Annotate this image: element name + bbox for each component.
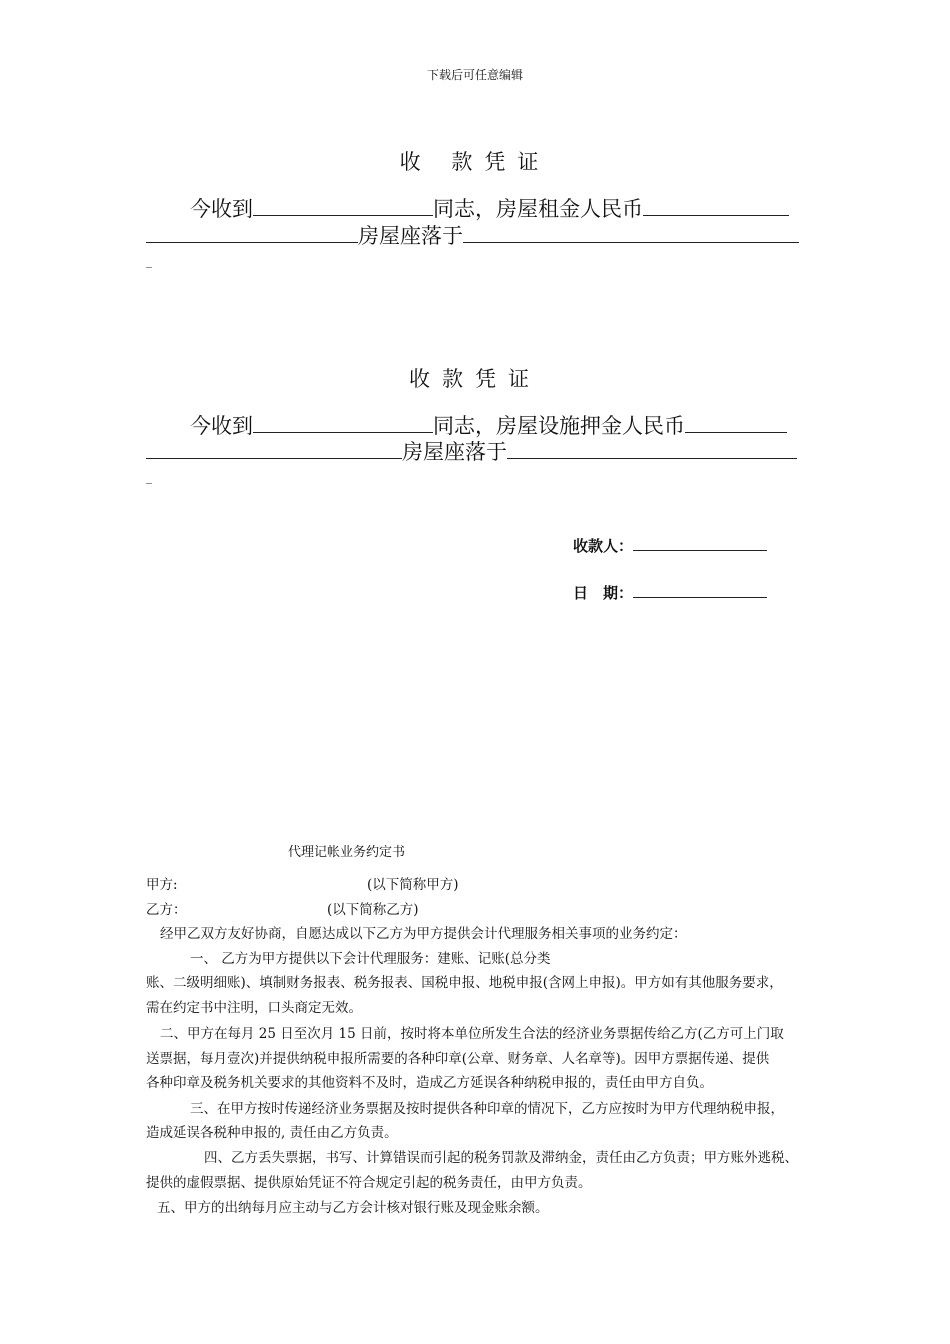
receipt1-line2	[146, 220, 799, 250]
date-blank[interactable]	[633, 583, 767, 598]
party-a-note: (以下简称甲方)	[367, 877, 459, 893]
header-note: 下载后可任意编辑	[426, 68, 523, 82]
agreement-title: 代理记帐业务约定书	[288, 845, 406, 860]
receipt2-mid: 同志，房屋设施押金人民币	[433, 414, 685, 438]
receipt1-trail: _	[146, 254, 152, 268]
party-b-label: 乙方：	[146, 902, 187, 918]
receipt1-line1	[190, 193, 789, 223]
payee-blank[interactable]	[633, 536, 767, 551]
clause4-line2: 提供的虚假票据、提供原始凭证不符合规定引起的税务责任，由甲方负责。	[146, 1175, 592, 1191]
clause3-line2: 造成延误各税种申报的, 责任由乙方负责。	[146, 1125, 398, 1141]
receipt2-trail: _	[146, 470, 152, 484]
payer-blank-2[interactable]	[253, 412, 433, 433]
clause2-line3: 各种印章及税务机关要求的其他资料不及时，造成乙方延误各种纳税申报的，责任由甲方自负。	[146, 1075, 713, 1091]
location-blank-2[interactable]	[507, 438, 797, 459]
clause5-line1: 五、甲方的出纳每月应主动与乙方会计核对银行账及现金账余额。	[157, 1200, 549, 1216]
clause1-line3: 需在约定书中注明，口头商定无效。	[146, 1000, 362, 1016]
amount-blank-1b[interactable]	[146, 222, 358, 243]
receipt1-title: 收 款凭证	[399, 150, 551, 174]
payee-label: 收款人：	[573, 537, 634, 555]
date-row	[573, 582, 767, 603]
location-blank-1[interactable]	[463, 222, 799, 243]
receipt2-line2	[146, 436, 797, 466]
agreement-intro: 经甲乙双方友好协商，自愿达成以下乙方为甲方提供会计代理服务相关事项的业务约定：	[160, 926, 687, 942]
receipt2-prefix: 今收到	[190, 414, 253, 438]
payer-blank-1[interactable]	[253, 195, 433, 216]
amount-blank-2[interactable]	[685, 412, 787, 433]
receipt1-mid: 同志，房屋租金人民币	[433, 197, 643, 221]
receipt1-location-label: 房屋座落于	[358, 224, 463, 248]
clause2-line2: 送票据，每月壹次)并提供纳税申报所需要的各种印章(公章、财务章、人名章等)。因甲方票据传递、提供	[146, 1051, 770, 1067]
receipt2-location-label: 房屋座落于	[402, 440, 507, 464]
payee-row	[573, 535, 767, 556]
receipt2-title: 收款凭证	[409, 367, 541, 391]
clause1-line1: 一、 乙方为甲方提供以下会计代理服务：建账、记账(总分类	[190, 951, 551, 967]
clause3-line1: 三、在甲方按时传递经济业务票据及按时提供各种印章的情况下，乙方应按时为甲方代理纳税申报，	[190, 1101, 784, 1117]
party-a-label: 甲方:	[146, 877, 178, 893]
amount-blank-2b[interactable]	[146, 438, 402, 459]
receipt1-prefix: 今收到	[190, 197, 253, 221]
clause2-line1: 二、甲方在每月 25 日至次月 15 日前，按时将本单位所发生合法的经济业务票据传给乙方(乙方可上门取	[160, 1026, 784, 1042]
clause1-line2: 账、二级明细账)、填制财务报表、税务报表、国税申报、地税申报(含网上申报)。甲方如有其他服务要求，	[146, 975, 783, 991]
party-b-note: (以下简称乙方)	[327, 902, 419, 918]
clause4-line1: 四、乙方丢失票据，书写、计算错误而引起的税务罚款及滞纳金，责任由乙方负责；甲方账外逃税、	[204, 1150, 798, 1166]
amount-blank-1[interactable]	[643, 195, 789, 216]
date-label: 日 期：	[573, 584, 634, 602]
